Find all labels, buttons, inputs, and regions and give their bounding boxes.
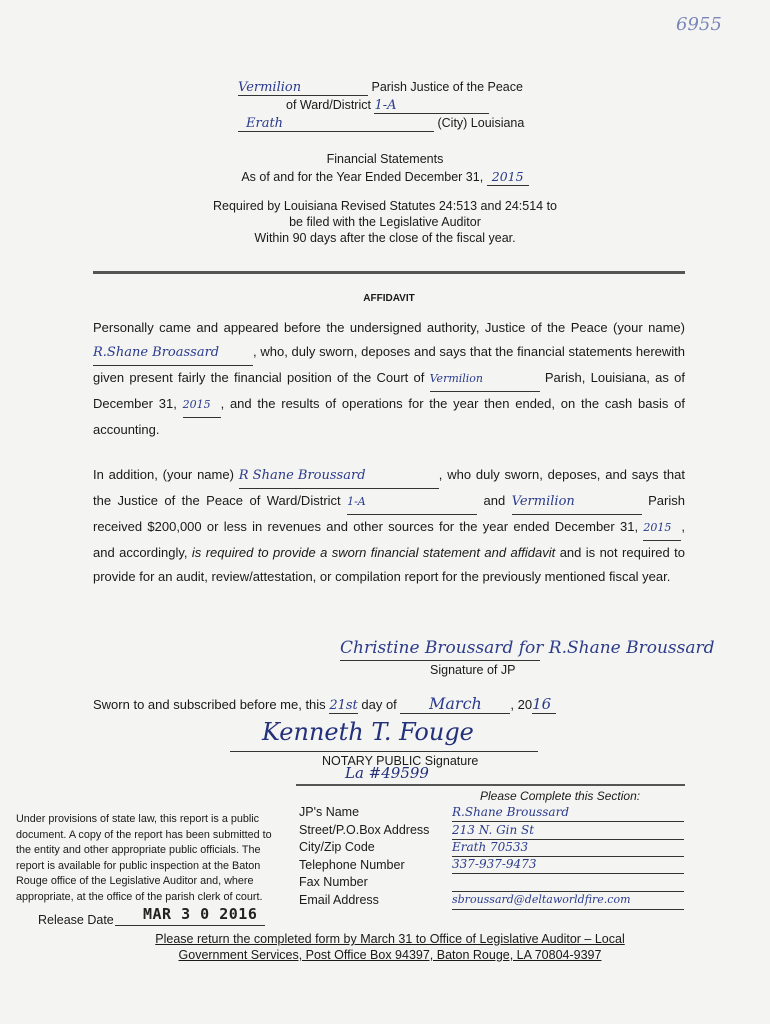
affidavit-paragraph-2 <box>93 463 685 589</box>
p1-year: 2015 <box>183 393 221 418</box>
p1-text-b: , who, duly sworn, deposes and says that the financial statements herewith given present fairly the financial position of the Court of <box>93 344 685 385</box>
release-date-label: Release Date <box>38 913 114 927</box>
city-zip-value: Erath 70533 <box>452 840 684 857</box>
ward-value: 1-A <box>374 98 489 114</box>
sworn-year: 16 <box>532 695 556 714</box>
p1-parish: Vermilion <box>430 367 540 392</box>
p2-text-f: and is not required to provide for an audit, review/attestation, or compilation report for the previously mentioned fiscal year. <box>93 545 685 584</box>
p2-text-d: Parish received $200,000 or less in revenues and other sources for the year ended December 31, <box>93 493 685 534</box>
email-label: Email Address <box>299 892 379 907</box>
requirement-line1: Required by Louisiana Revised Statutes 24:513 and 24:514 to <box>213 199 557 213</box>
title-line2: As of and for the Year Ended December 31, <box>241 170 484 184</box>
jp-signature-label: Signature of JP <box>430 663 516 677</box>
p2-year: 2015 <box>643 516 681 541</box>
sworn-text-b: day of <box>361 697 397 712</box>
divider-top <box>93 271 685 274</box>
jp-signature: Christine Broussard for R.Shane Broussard <box>340 638 715 658</box>
notary-signature-line <box>230 751 538 752</box>
email-value: sbroussard@deltaworldfire.com <box>452 893 684 910</box>
p2-text-b: , who duly sworn, deposes, and says that the Justice of the Peace of Ward/District <box>93 467 685 508</box>
title-year: 2015 <box>487 168 529 186</box>
address-value: 213 N. Gin St <box>452 823 684 840</box>
p2-italic: is required to provide a sworn financial statement and affidavit <box>191 545 556 560</box>
release-date-line <box>115 925 265 926</box>
notary-signature: Kenneth T. Fouge <box>262 718 474 746</box>
telephone-label: Telephone Number <box>299 857 405 872</box>
jp-signature-line <box>340 660 540 661</box>
release-date-stamp: MAR 3 0 2016 <box>143 905 258 923</box>
notary-id: La #49599 <box>345 764 429 782</box>
contact-section-label: Please Complete this Section: <box>480 789 641 803</box>
p1-text-d: , and the results of operations for the year then ended, on the cash basis of accounting. <box>93 396 685 437</box>
p2-text-a: In addition, (your name) <box>93 467 234 482</box>
contact-labels <box>299 804 451 909</box>
p2-text-e: , and accordingly, <box>93 519 685 560</box>
p2-text-c: and <box>483 493 506 508</box>
p2-parish: Vermilion <box>512 490 642 515</box>
jp-name-label: JP's Name <box>299 805 360 819</box>
p1-text-a: Personally came and appeared before the undersigned authority, Justice of the Peace (your name) <box>93 320 685 335</box>
p2-ward: 1-A <box>347 490 477 515</box>
affidavit-paragraph-1 <box>93 316 685 442</box>
parish-label: Parish Justice of the Peace <box>371 80 523 94</box>
sworn-day: 21st <box>329 698 358 713</box>
requirement-line3: Within 90 days after the close of the fiscal year. <box>254 231 516 245</box>
header-block <box>238 80 558 134</box>
p1-text-c: Parish, Louisiana, as of December 31, <box>93 370 685 411</box>
sworn-month: March <box>400 694 510 714</box>
title-block <box>150 151 620 186</box>
p1-name: R.Shane Broassard <box>93 341 253 366</box>
footer-line1: Please return the completed form by March 31 to Office of Legislative Auditor – Local <box>155 932 625 946</box>
footer-instructions <box>90 931 690 963</box>
footer-line2: Government Services, Post Office Box 94397, Baton Rouge, LA 70804-9397 <box>178 948 602 962</box>
affidavit-heading: AFFIDAVIT <box>363 293 415 304</box>
sworn-text-a: Sworn to and subscribed before me, this <box>93 697 326 712</box>
fax-label: Fax Number <box>299 875 368 889</box>
parish-value: Vermilion <box>238 80 368 96</box>
title-line1: Financial Statements <box>326 152 444 166</box>
requirement-line2: be filed with the Legislative Auditor <box>289 215 481 229</box>
corner-number: 6955 <box>676 14 722 35</box>
city-zip-label: City/Zip Code <box>299 840 375 854</box>
ward-label: of Ward/District <box>286 98 371 112</box>
city-label: (City) Louisiana <box>437 116 525 130</box>
sworn-line <box>93 694 693 714</box>
telephone-value: 337-937-9473 <box>452 857 684 874</box>
address-label: Street/P.O.Box Address <box>299 822 430 837</box>
public-document-notice: Under provisions of state law, this report is a public document. A copy of the report has been submitted to the entity and other appropriate public officials. The report is available for public inspection at the Baton Rouge office of the Legislative Auditor and, where appropriate, at the office of the parish clerk of court. <box>16 813 272 903</box>
jp-name-value: R.Shane Broussard <box>452 805 684 822</box>
city-value: Erath <box>238 116 434 132</box>
requirement-block <box>150 198 620 246</box>
notary-label: NOTARY PUBLIC Signature <box>322 754 479 768</box>
sworn-text-c: , 20 <box>510 697 533 712</box>
p2-name: R Shane Broussard <box>239 464 439 489</box>
fax-value <box>452 875 684 892</box>
divider-contact <box>296 784 685 786</box>
